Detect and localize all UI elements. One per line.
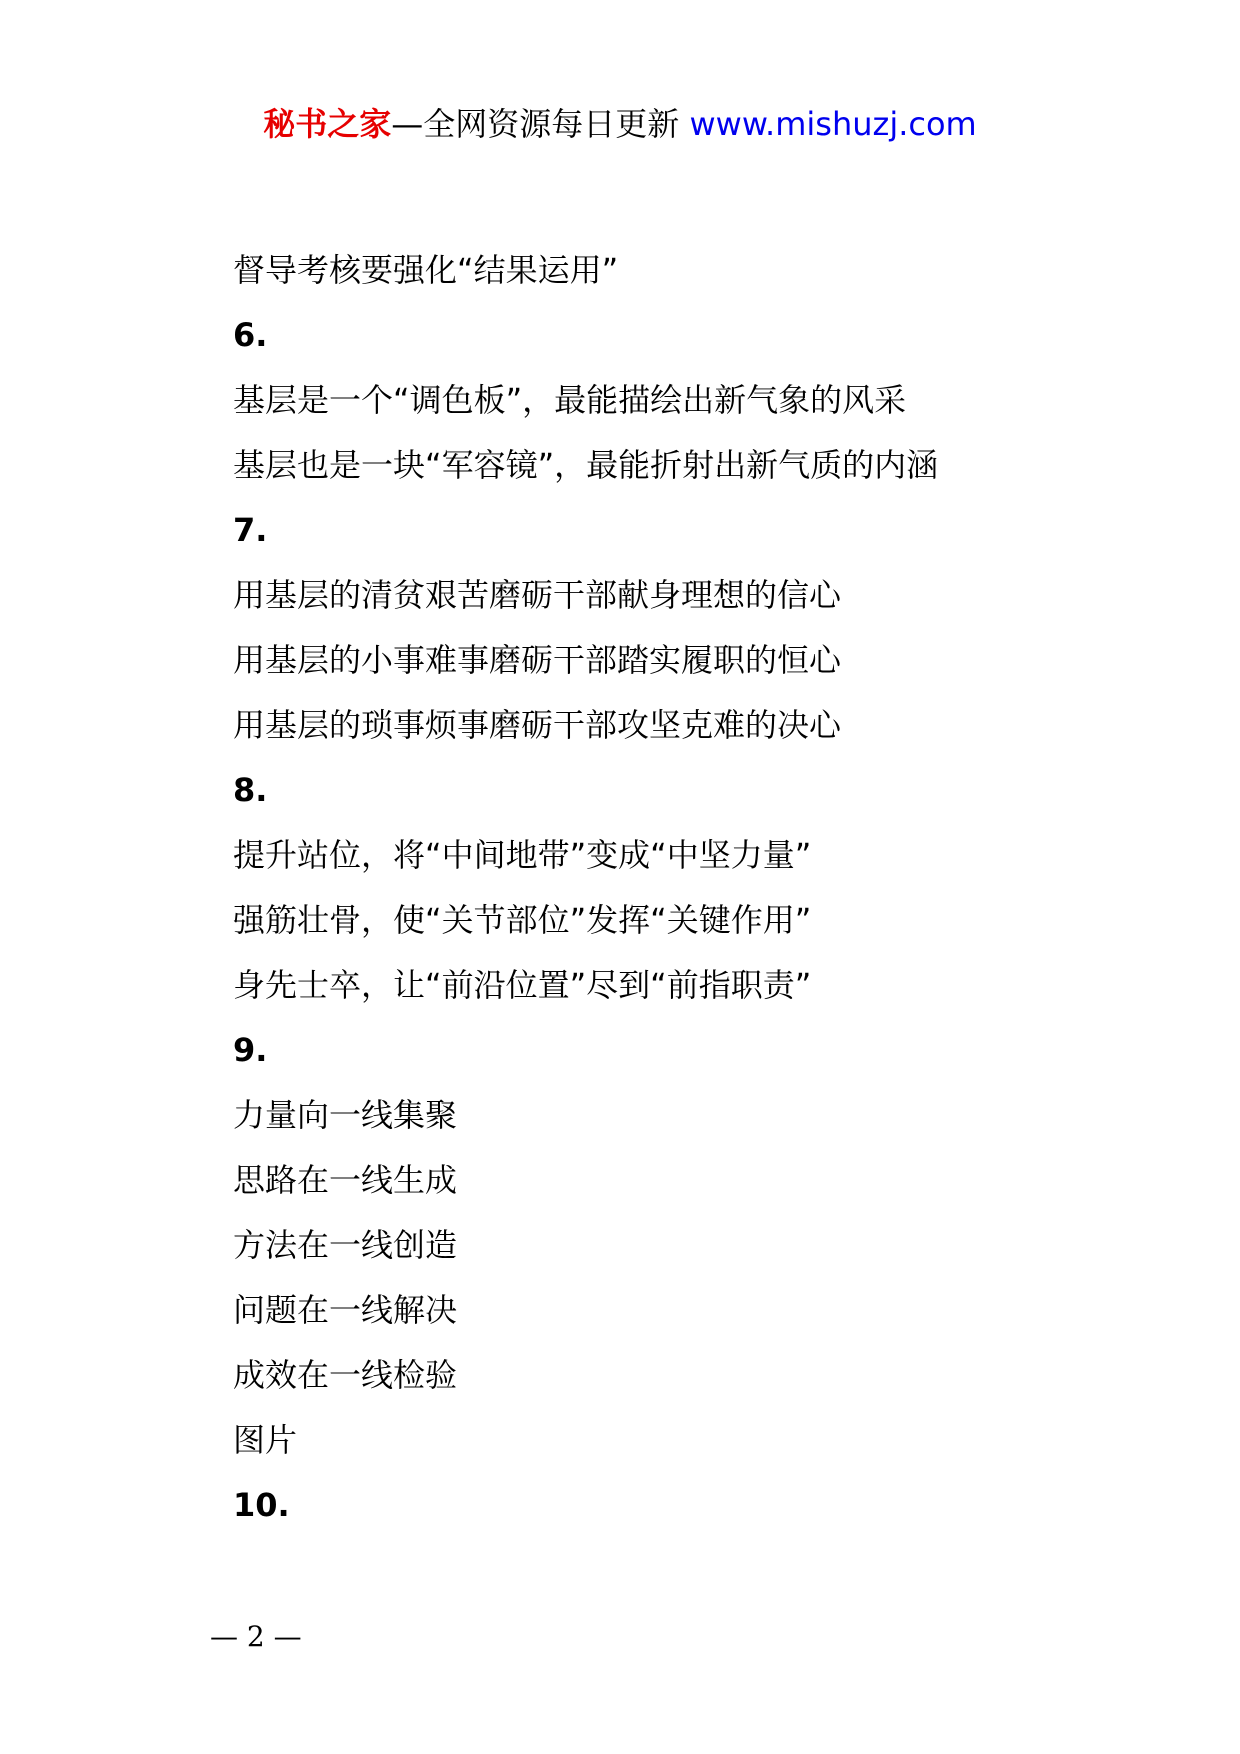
text-line: 图片 bbox=[233, 1421, 298, 1459]
text-line: 问题在一线解决 bbox=[233, 1291, 458, 1329]
document-body bbox=[233, 238, 1133, 1538]
section-number: 9. bbox=[233, 1031, 268, 1069]
text-line: 思路在一线生成 bbox=[233, 1161, 458, 1199]
text-line: 力量向一线集聚 bbox=[233, 1096, 458, 1134]
text-line: 用基层的清贫艰苦磨砺干部献身理想的信心 bbox=[233, 576, 842, 614]
text-line: 用基层的琐事烦事磨砺干部攻坚克难的决心 bbox=[233, 706, 842, 744]
text-line: 用基层的小事难事磨砺干部踏实履职的恒心 bbox=[233, 641, 842, 679]
text-line: 强筋壮骨，使“关节部位”发挥“关键作用” bbox=[233, 901, 812, 939]
text-line: 督导考核要强化“结果运用” bbox=[233, 251, 619, 289]
text-line: 提升站位，将“中间地带”变成“中坚力量” bbox=[233, 836, 812, 874]
text-line: 身先士卒，让“前沿位置”尽到“前指职责” bbox=[233, 966, 812, 1004]
header-tagline: —全网资源每日更新 bbox=[391, 105, 680, 143]
page-number: — 2 — bbox=[210, 1620, 302, 1653]
section-number: 8. bbox=[233, 771, 268, 809]
brand-name: 秘书之家 bbox=[263, 105, 392, 143]
section-number: 10. bbox=[233, 1486, 290, 1524]
section-number: 7. bbox=[233, 511, 268, 549]
document-header bbox=[0, 100, 1240, 148]
section-number: 6. bbox=[233, 316, 268, 354]
text-line: 方法在一线创造 bbox=[233, 1226, 458, 1264]
text-line: 成效在一线检验 bbox=[233, 1356, 458, 1394]
text-line: 基层是一个“调色板”，最能描绘出新气象的风采 bbox=[233, 381, 907, 419]
website-link[interactable]: www.mishuzj.com bbox=[689, 105, 977, 143]
text-line: 基层也是一块“军容镜”，最能折射出新气质的内涵 bbox=[233, 446, 939, 484]
